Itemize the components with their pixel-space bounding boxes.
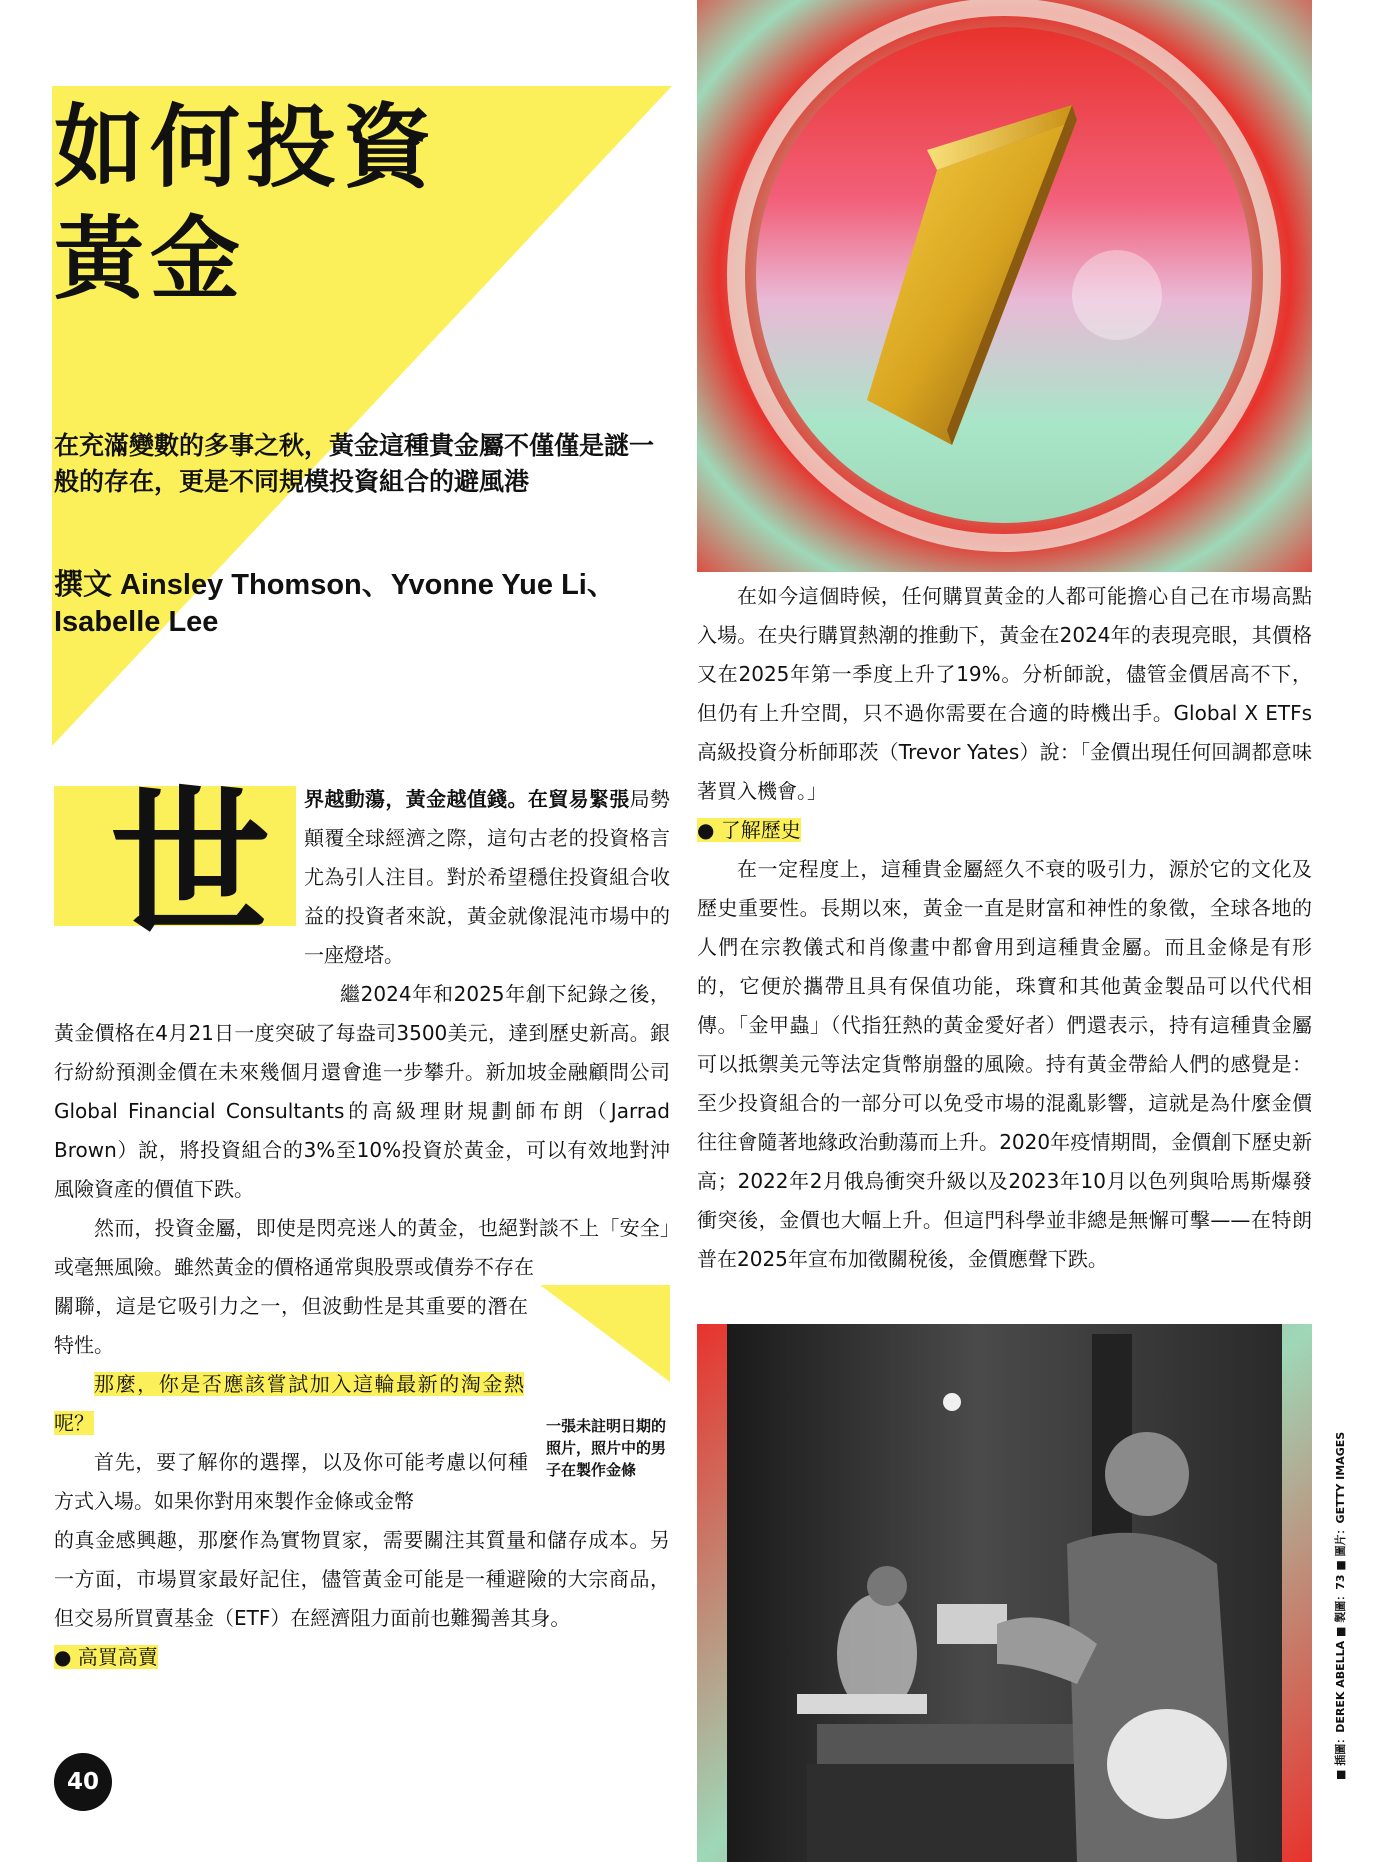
lead-paragraph (304, 780, 670, 975)
photo-caption: 一張未註明日期的照片，照片中的男子在製作金條 (546, 1417, 667, 1479)
paragraph-3b: 的真金感興趣，那麼作為實物買家，需要關注其質量和儲存成本。另一方面，市場買家最好記住，儘管黃金可能是一種避險的大宗商品，但交易所買賣基金（ETF）在經濟阻力面前也難獨善其身。 (54, 1528, 670, 1630)
gold-bar-illustration (697, 0, 1312, 572)
paragraph-3a: 首先，要了解你的選擇，以及你可能考慮以何種方式入場。如果你對用來製作金條或金幣 (54, 1450, 528, 1513)
section-heading-right: ● 了解歷史 (697, 818, 801, 842)
paragraph-2b: 關聯，這是它吸引力之一，但波動性是其重要的潛在特性。 (54, 1294, 528, 1357)
page-number: 40 (54, 1753, 112, 1811)
goldsmith-photo (697, 1324, 1312, 1862)
paragraph-2a: 然而，投資金屬，即使是閃亮迷人的黃金，也絕對談不上「安全」或毫無風險。雖然黃金的價格通常與股票或債券不存在 (54, 1216, 670, 1279)
right-paragraph-1: 在如今這個時候，任何購買黃金的人都可能擔心自己在市場高點入場。在央行購買熱潮的推動下，黃金在2024年的表現亮眼，其價格又在2025年第一季度上升了19%。分析師說，儘管金價居高不下，但仍有上升空間，只不過你需要在合適的時機出手。Global X ETFs高級投資分析師耶茨（Trevor Yates）說：「金價出現任何回調都意味著買入機會。」 (697, 584, 1312, 803)
paragraph-1: 繼2024年和2025年創下紀錄之後，黃金價格在4月21日一度突破了每盎司3500美元，達到歷史新高。銀行紛紛預測金價在未來幾個月還會進一步攀升。新加坡金融顧問公司Global Financial Consultants的高級理財規劃師布朗（Jarrad Brown）說，將投資組合的3%至10%投資於黃金，可以有效地對沖風險資產的價值下跌。 (54, 982, 670, 1201)
right-paragraph-2: 在一定程度上，這種貴金屬經久不衰的吸引力，源於它的文化及歷史重要性。長期以來，黃金一直是財富和神性的象徵，全球各地的人們在宗教儀式和肖像畫中都會用到這種貴金屬。而且金條是有形的，它便於攜帶且具有保值功能，珠寶和其他黃金製品可以代代相傳。「金甲蟲」（代指狂熱的黃金愛好者）們還表示，持有這種貴金屬可以抵禦美元等法定貨幣崩盤的風險。持有黃金帶給人們的感覺是：至少投資組合的一部分可以免受市場的混亂影響，這就是為什麼金價往往會隨著地緣政治動蕩而上升。2020年疫情期間，金價創下歷史新高；2022年2月俄烏衝突升級以及2023年10月以色列與哈馬斯爆發衝突後，金價也大幅上升。但這門科學並非總是無懈可擊——在特朗普在2025年宣布加徵關稅後，金價應聲下跌。 (697, 857, 1312, 1271)
byline: 撰文 Ainsley Thomson、Yvonne Yue Li、Isabelle Lee (54, 569, 616, 638)
question-line (54, 1365, 524, 1443)
right-column-text (697, 577, 1312, 1279)
lead-bold: 界越動蕩，黃金越值錢。在貿易緊張 (304, 787, 630, 811)
article-subtitle: 在充滿變數的多事之秋，黃金這種貴金屬不僅僅是謎一般的存在，更是不同規模投資組合的避風港 (54, 431, 655, 496)
dropcap: 世 (110, 771, 271, 958)
credit-text: ■ 插圖：DEREK ABELLA ■ 製圖：73 ■ 圖片：GETTY IMAGES (1334, 1431, 1347, 1780)
section-heading-right-line (697, 811, 1312, 850)
highlighted-question: 那麼，你是否應該嘗試加入這輪最新的淘金熱呢？ (54, 1372, 524, 1435)
lead-rest: 局勢顛覆全球經濟之際，這句古老的投資格言尤為引人注目。對於希望穩住投資組合收益的投資者來說，黃金就像混沌市場中的一座燈塔。 (304, 787, 671, 967)
section-heading-left: ● 高買高賣 (54, 1645, 158, 1669)
title-line-2: 黃金 (54, 207, 246, 312)
title-line-1: 如何投資 (54, 95, 438, 200)
section-heading-left-line (54, 1638, 670, 1677)
small-yellow-triangle (540, 1285, 670, 1382)
photo-credit (1330, 1380, 1352, 1780)
article-title (54, 92, 438, 316)
